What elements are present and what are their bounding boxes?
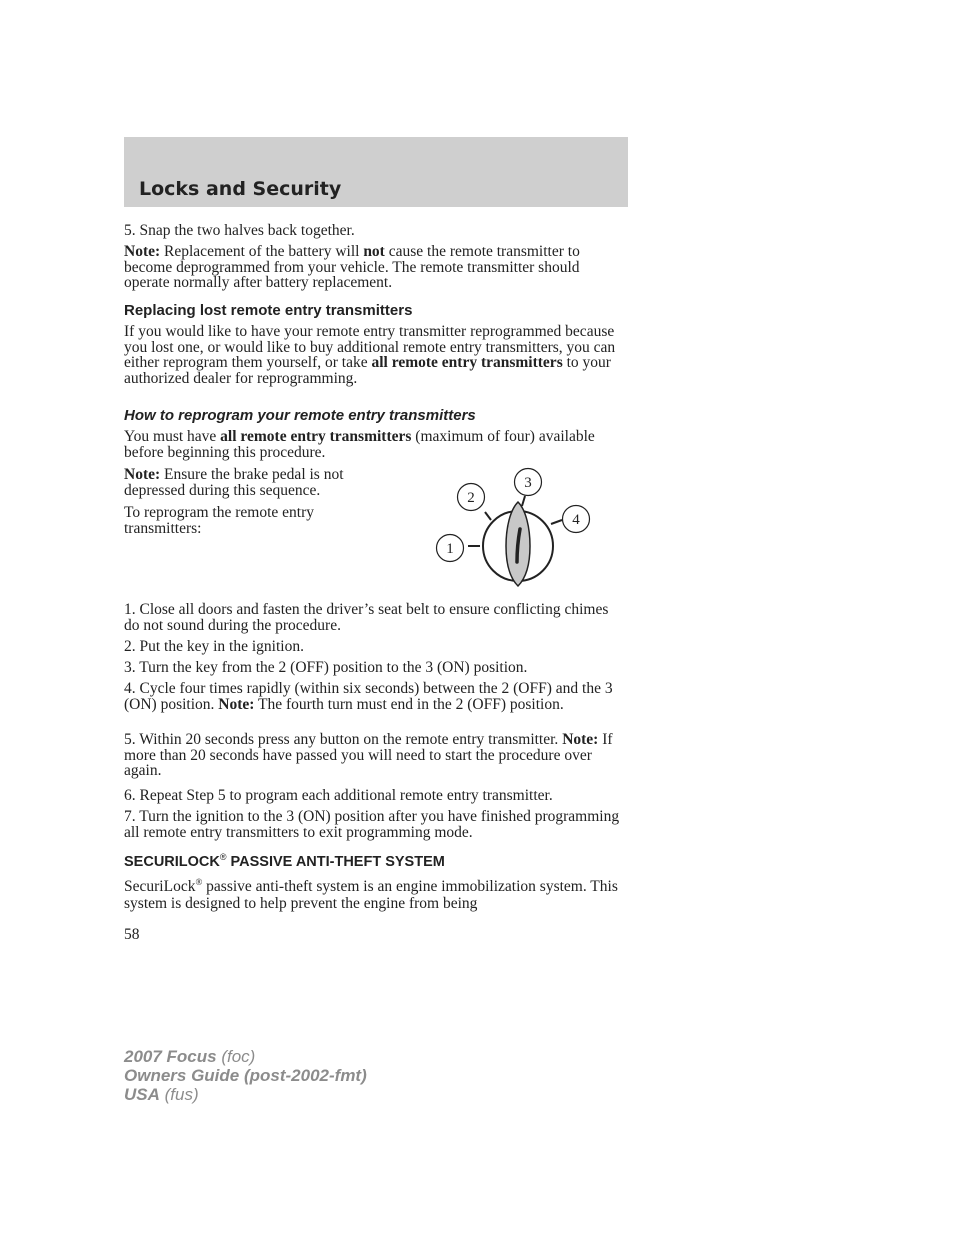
registered-mark: ® xyxy=(195,876,203,887)
step-5-b: If more than 20 seconds have passed you will need to start the procedure over again. xyxy=(124,731,613,779)
note-not: not xyxy=(363,243,385,260)
step-7: 7. Turn the ignition to the 3 (ON) position after you have finished programming all remote entry transmitters to exit programming mode. xyxy=(124,808,620,841)
note-text: Ensure the brake pedal is not depressed during this sequence. xyxy=(124,466,344,499)
reprogram-heading: How to reprogram your remote entry transmitters xyxy=(124,407,476,424)
battery-note xyxy=(124,244,624,291)
intro-b: (maximum of four) available before beginning this procedure. xyxy=(124,428,595,461)
step-3: 3. Turn the key from the 2 (OFF) position to the 3 (ON) position. xyxy=(124,659,528,676)
footer-line-1 xyxy=(124,1047,367,1066)
position-3-tick xyxy=(522,496,525,506)
registered-mark: ® xyxy=(219,852,227,863)
note-text-a: Replacement of the battery will xyxy=(160,243,364,260)
replacing-heading: Replacing lost remote entry transmitters xyxy=(124,302,413,319)
note-text-b: cause the remote transmitter to become deprogrammed from your vehicle. The remote transmitter should operate normally after battery replacement. xyxy=(124,243,580,291)
note-label: Note: xyxy=(124,466,161,483)
replacing-body-b: to your authorized dealer for reprogramming. xyxy=(124,354,611,387)
section-title: Locks and Security xyxy=(139,178,342,200)
position-2-tick xyxy=(485,512,491,520)
position-2-label: 2 xyxy=(467,490,475,506)
replacing-body xyxy=(124,324,619,386)
footer-guide: Owners Guide (post-2002-fmt) xyxy=(124,1066,367,1085)
footer-market: USA xyxy=(124,1085,160,1104)
step-4-a: 4. Cycle four times rapidly (within six seconds) between the 2 (OFF) and the 3 (ON) position. xyxy=(124,680,613,713)
step-5-a: 5. Within 20 seconds press any button on the remote entry transmitter. xyxy=(124,731,563,748)
securilock-body-a: SecuriLock xyxy=(124,878,196,895)
ignition-diagram xyxy=(434,466,594,591)
footer-market-code: (fus) xyxy=(159,1085,199,1104)
position-3-label: 3 xyxy=(524,475,532,491)
reprogram-note xyxy=(124,467,394,498)
step-6: 6. Repeat Step 5 to program each additional remote entry transmitter. xyxy=(124,787,553,804)
reprogram-lead: To reprogram the remote entry transmitters: xyxy=(124,504,315,537)
step-2: 2. Put the key in the ignition. xyxy=(124,638,304,655)
position-1-label: 1 xyxy=(446,541,454,557)
footer-line-2 xyxy=(124,1066,367,1085)
securilock-heading-b: PASSIVE ANTI-THEFT SYSTEM xyxy=(226,854,445,870)
securilock-body xyxy=(124,878,624,912)
step-4-note: Note: xyxy=(218,695,255,713)
step-5-note: Note: xyxy=(562,731,599,748)
page-number: 58 xyxy=(124,926,140,943)
securilock-heading xyxy=(124,854,445,870)
position-4-tick xyxy=(551,520,562,524)
securilock-heading-a: SECURILOCK xyxy=(124,854,220,870)
battery-step-5: 5. Snap the two halves back together. xyxy=(124,222,355,239)
step-4 xyxy=(124,681,630,712)
footer-model: 2007 Focus xyxy=(124,1047,217,1066)
intro-bold: all remote entry transmitters xyxy=(220,428,412,445)
footer-model-code: (foc) xyxy=(216,1047,256,1066)
note-label: Note: xyxy=(124,243,161,260)
footer-line-3 xyxy=(124,1085,367,1104)
section-header-band xyxy=(124,137,628,207)
securilock-body-b: passive anti-theft system is an engine immobilization system. This system is designed to help prevent the engine from being xyxy=(124,878,618,912)
step-1: 1. Close all doors and fasten the driver’s seat belt to ensure conflicting chimes do not sound during the procedure. xyxy=(124,601,609,634)
document-footer xyxy=(124,1047,367,1104)
reprogram-intro xyxy=(124,429,624,460)
position-4-label: 4 xyxy=(572,512,580,528)
step-5 xyxy=(124,732,624,779)
replacing-body-bold: all remote entry transmitters xyxy=(371,354,563,371)
replacing-body-a: If you would like to have your remote entry transmitter reprogrammed because you lost one, or would like to buy additional remote entry transmitters, you can either reprogram them yourself, or take xyxy=(124,323,616,371)
step-4-b: The fourth turn must end in the 2 (OFF) position. xyxy=(254,695,564,713)
intro-a: You must have xyxy=(124,428,221,445)
